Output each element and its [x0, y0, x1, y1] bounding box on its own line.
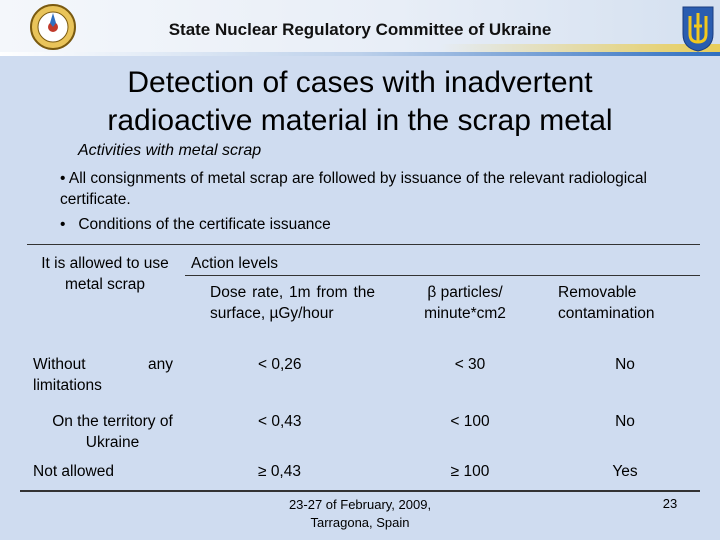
table-subheader-beta: β particles/ minute*cm2 — [424, 284, 506, 322]
table-cell-beta: < 30 — [454, 356, 486, 373]
table-cell-removable: No — [615, 356, 635, 373]
slide-title-line-1: Detection of cases with inadvertent — [127, 66, 593, 99]
table-cell-removable: No — [615, 413, 635, 430]
slide-title — [30, 64, 690, 140]
slide-title-line-2: radioactive material in the scrap metal — [107, 104, 613, 137]
table-cell-beta: ≥ 100 — [450, 463, 490, 480]
table-cell-dose: < 0,26 — [258, 356, 302, 373]
header-stripe — [0, 52, 720, 56]
page-number: 23 — [662, 496, 678, 511]
bullet-text: Conditions of the certificate issuance — [78, 216, 331, 233]
table-row-label: On the territory of Ukraine — [52, 413, 173, 451]
table-group-divider — [185, 275, 700, 276]
bullet-text: All consignments of metal scrap are followed by issuance of the relevant radiological certificate. — [60, 170, 647, 208]
table-border-top — [27, 244, 700, 245]
table-cell-dose: ≥ 0,43 — [258, 463, 301, 480]
table-subheader-dose: Dose rate, 1m from the surface, µGy/hour — [210, 284, 375, 322]
organization-title: State Nuclear Regulatory Committee of Ukraine — [168, 20, 552, 39]
bullet-item: • Conditions of the certificate issuance — [60, 216, 331, 233]
flag-band — [440, 44, 720, 52]
slide-subtitle: Activities with metal scrap — [78, 142, 262, 159]
table-group-header: Action levels — [191, 255, 279, 272]
table-cell-dose: < 0,43 — [258, 413, 302, 430]
table-col-header-allowed: It is allowed to use metal scrap — [41, 255, 169, 293]
table-row-label: Without any limitations — [33, 356, 173, 394]
table-row-label: Not allowed — [33, 463, 114, 480]
table-cell-removable: Yes — [612, 463, 638, 480]
table-subheader-removable: Removable contamination — [558, 284, 655, 322]
bullet-item: • All consignments of metal scrap are followed by issuance of the relevant radiological certificate. — [60, 170, 647, 208]
footer-date: 23-27 of February, 2009, Tarragona, Spain — [288, 497, 432, 530]
table-border-bottom — [20, 490, 700, 492]
table-cell-beta: < 100 — [450, 413, 490, 430]
